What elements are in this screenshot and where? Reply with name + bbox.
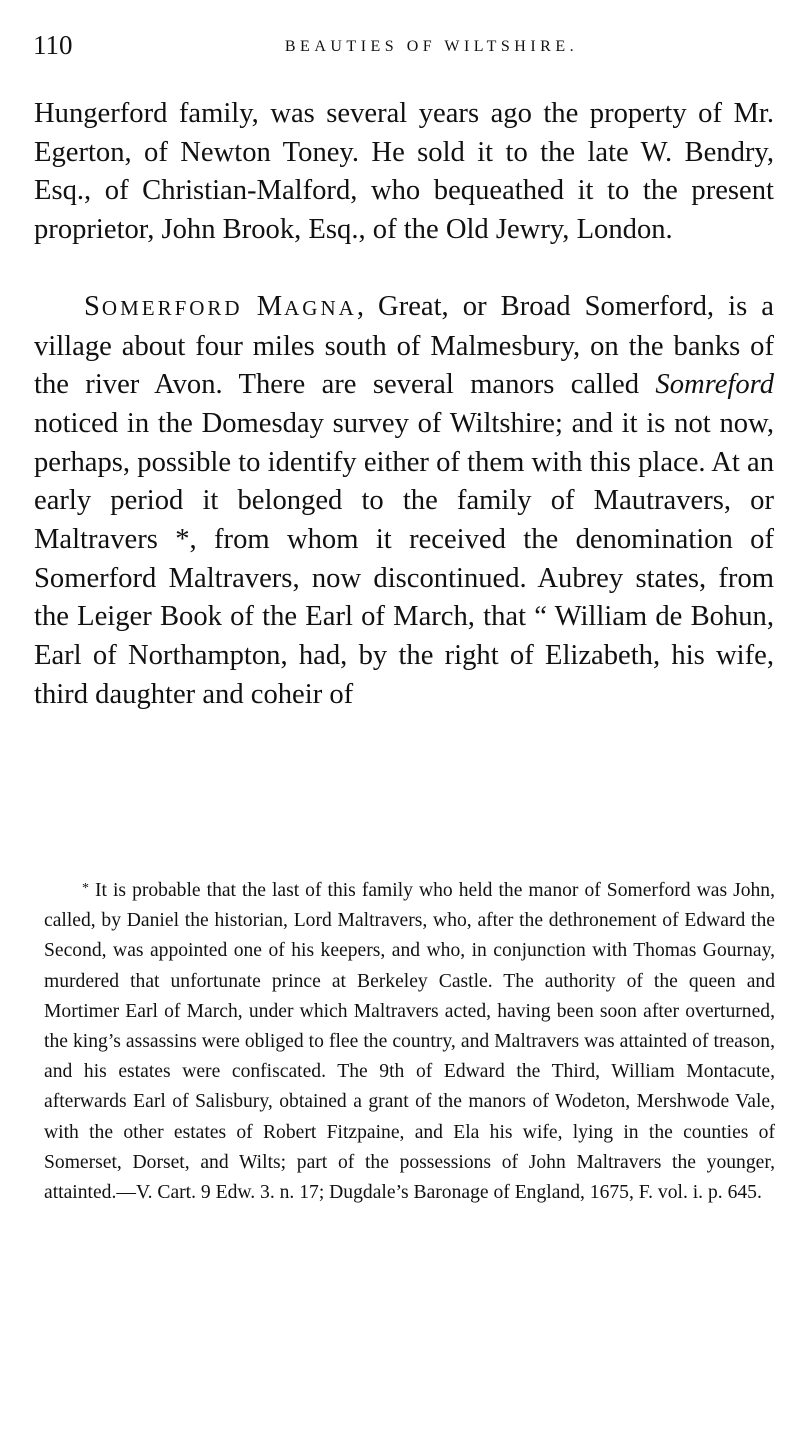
paragraph-somerford-magna: SOMERFORD MAGNA, Great, or Broad Somerford, is a village about four miles south of Malmesbury, on the banks of the river Avon. There are several manors called Somreford noticed in the Domesday survey of Wiltshire; and it is not now, perhaps, possible to identify either of them with this place. At an early period it belonged to the family of Mautravers, or Maltravers *, from whom it received the denomination of Somerford Maltravers, now discontinued. Aubrey states, from the Leiger Book of the Earl of March, that “ William de Bohun, Earl of Northampton, had, by the right of Elizabeth, his wife, third daughter and coheir of — [34, 290, 774, 710]
paragraph-hungerford: Hungerford family, was several years ago the property of Mr. Egerton, of Newton Toney. He sold it to the late W. Bendry, Esq., of Christian-Malford, who bequeathed it to the present proprietor, John Brook, Esq., of the Old Jewry, London. — [34, 98, 774, 246]
footnote-text: It is probable that the last of this family who held the manor of Somerford was John, called, by Daniel the historian, Lord Maltravers, who, after the dethronement of Edward the Second, was appointed one of his keepers, and who, in conjunction with Thomas Gournay, murdered that unfortunate prince at Berkeley Castle. The authority of the queen and Mortimer Earl of March, under which Maltravers acted, having been soon after overturned, the king’s assassins were obliged to flee the country, and Maltravers was attainted of treason, and his estates were confiscated. The 9th of Edward the Third, William Montacute, afterwards Earl of Salisbury, obtained a grant of the manors of Wodeton, Mershwode Vale, with the other estates of Robert Fitzpaine, and Ela his wife, lying in the counties of Somerset, Dorset, and Wilts; part of the possessions of John Maltravers the younger, attainted.—V. Cart. 9 Edw. 3. n. 17; Dugdale’s Baronage of England, 1675, F. vol. i. p. 645. — [44, 880, 775, 1204]
footnote-marker: * — [82, 881, 89, 896]
italic-somreford: Somreford — [655, 369, 774, 401]
place-name-somerford: SOMERFORD — [84, 290, 243, 322]
running-head — [33, 28, 770, 62]
page-number: 110 — [33, 30, 73, 60]
footnote — [44, 874, 775, 1208]
main-text — [34, 95, 774, 715]
running-title: BEAUTIES OF WILTSHIRE. — [284, 38, 579, 55]
place-name-magna: MAGNA — [256, 290, 357, 322]
